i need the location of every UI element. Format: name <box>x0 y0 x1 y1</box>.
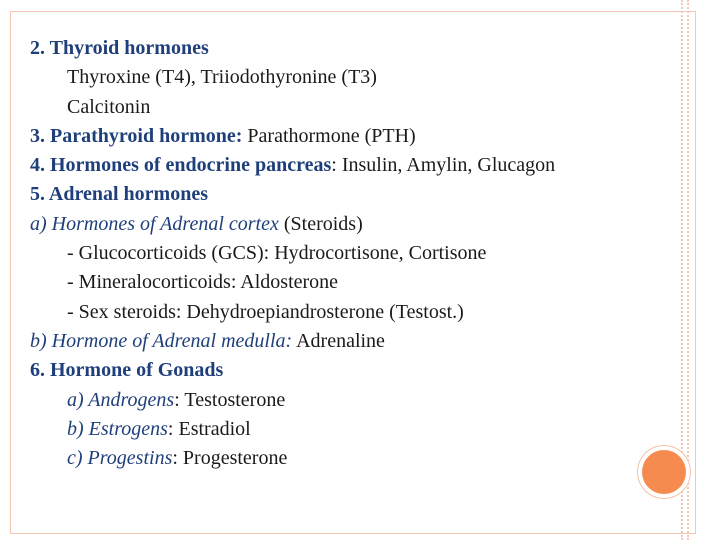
decorative-circle-icon <box>642 450 686 494</box>
parathyroid-line <box>30 122 555 151</box>
mineralocorticoids-line: - Mineralocorticoids: Aldosterone <box>67 271 339 294</box>
parathyroid-value: Parathormone (PTH) <box>242 124 416 147</box>
pancreas-value: : Insulin, Amylin, Glucagon <box>331 154 556 177</box>
thyroxine-line: Thyroxine (T4), Triiodothyronine (T3) <box>67 66 377 89</box>
androgens-value: : Testosterone <box>174 388 286 411</box>
estrogens-value: : Estradiol <box>167 417 251 440</box>
heading-gonads: 6. Hormone of Gonads <box>30 359 224 382</box>
progestins-heading: c) Progestins <box>67 447 173 470</box>
slide-content <box>30 34 555 473</box>
calcitonin-line: Calcitonin <box>67 95 151 118</box>
parathyroid-heading: 3. Parathyroid hormone: <box>30 124 243 147</box>
adrenal-cortex-heading: a) Hormones of Adrenal cortex <box>30 212 279 235</box>
adrenal-medulla-line <box>30 327 555 356</box>
androgens-line <box>30 386 555 415</box>
adrenal-cortex-value: (Steroids) <box>278 212 363 235</box>
progestins-value: : Progesterone <box>172 447 288 470</box>
sex-steroids-line: - Sex steroids: Dehydroepiandrosterone (Testost.) <box>67 300 464 323</box>
adrenal-cortex-line <box>30 210 555 239</box>
pancreas-heading: 4. Hormones of endocrine pancreas <box>30 154 332 177</box>
adrenal-medulla-value: Adrenaline <box>292 329 385 352</box>
estrogens-line <box>30 415 555 444</box>
pancreas-line <box>30 151 555 180</box>
heading-adrenal-hormones: 5. Adrenal hormones <box>30 183 208 206</box>
progestins-line <box>30 444 555 473</box>
glucocorticoids-line: - Glucocorticoids (GCS): Hydrocortisone, Cortisone <box>67 242 487 265</box>
androgens-heading: a) Androgens <box>67 388 175 411</box>
estrogens-heading: b) Estrogens <box>67 417 168 440</box>
adrenal-medulla-heading: b) Hormone of Adrenal medulla: <box>30 329 293 352</box>
heading-thyroid-hormones: 2. Thyroid hormones <box>30 37 209 59</box>
